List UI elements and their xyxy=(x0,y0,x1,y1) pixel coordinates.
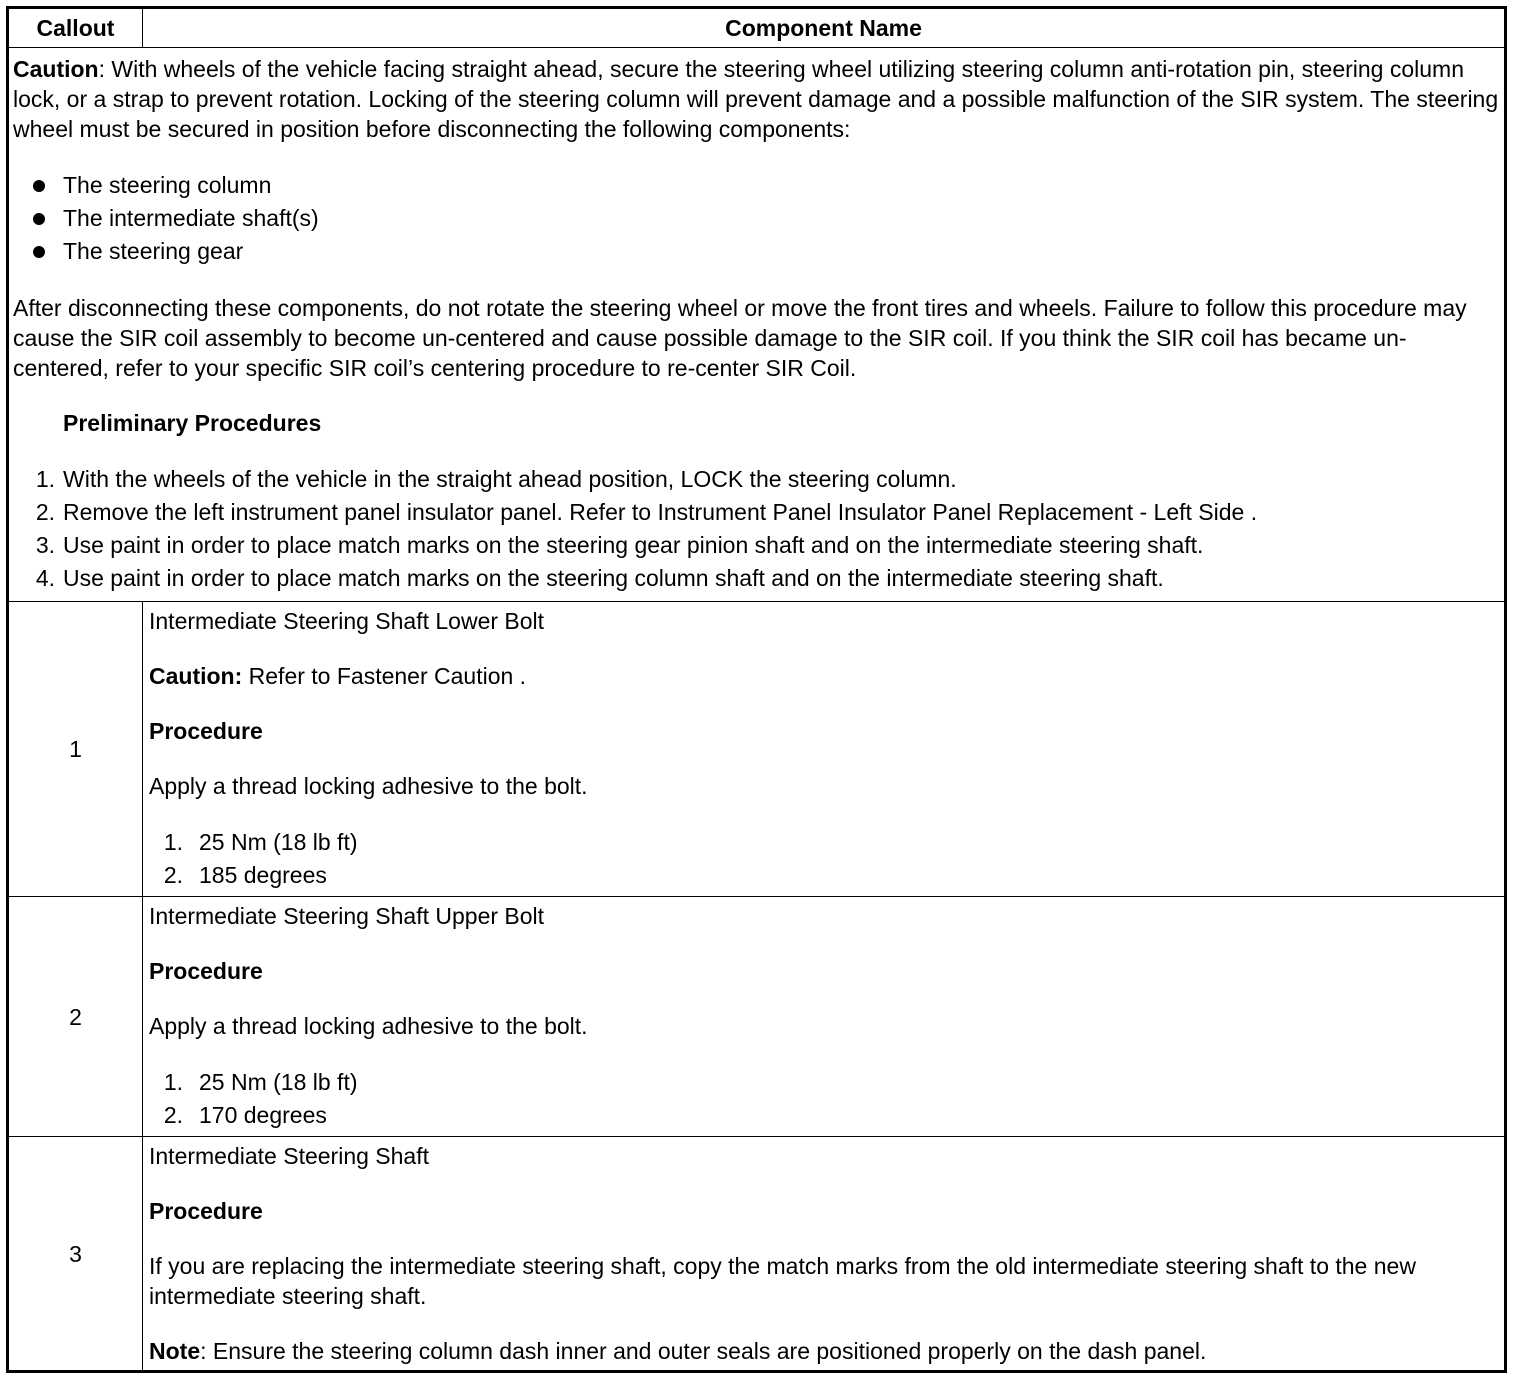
table-row xyxy=(8,602,1506,897)
intro-caution-text: : With wheels of the vehicle facing straight ahead, secure the steering wheel utilizing steering column anti-rotation pin, steering column lock, or a strap to prevent rotation. Locking of the steering column will prevent damage and a possible malfunction of the SIR system. The steering wheel must be secured in position before disconnecting the following components: xyxy=(13,56,1499,142)
intro-after-text: After disconnecting these components, do not rotate the steering wheel or move the front tires and wheels. Failure to follow this procedure may cause the SIR coil assembly to become un-centered and cause possible damage to the SIR coil. If you think the SIR coil has became un-centered, refer to your specific SIR coil’s centering procedure to re-center SIR Coil. xyxy=(13,295,1467,381)
procedure-label: Procedure xyxy=(149,718,263,744)
spec-item: 2. 170 degrees xyxy=(163,1102,327,1128)
procedure-text: If you are replacing the intermediate steering shaft, copy the match marks from the old intermediate steering shaft to the new intermediate steering shaft. xyxy=(149,1253,1416,1309)
component-cell xyxy=(143,602,1506,897)
component-note: Note: Ensure the steering column dash inner and outer seals are positioned properly on the dash panel. xyxy=(149,1338,1207,1364)
step-item: 4. Use paint in order to place match marks on the steering column shaft and on the intermediate steering shaft. xyxy=(35,565,1164,591)
spec-item: 1. 25 Nm (18 lb ft) xyxy=(163,829,358,855)
component-name: Intermediate Steering Shaft Upper Bolt xyxy=(149,903,545,929)
procedure-text: Apply a thread locking adhesive to the bolt. xyxy=(149,1013,588,1039)
procedure-label: Procedure xyxy=(149,1198,263,1224)
step-item: 2. Remove the left instrument panel insulator panel. Refer to Instrument Panel Insulator Panel Replacement - Left Side . xyxy=(35,499,1258,525)
preliminary-procedures-title: Preliminary Procedures xyxy=(63,410,322,436)
component-cell xyxy=(143,1137,1506,1372)
component-name: Intermediate Steering Shaft xyxy=(149,1143,429,1169)
caution-label: Caution: xyxy=(149,663,243,689)
callout-number: 1 xyxy=(8,602,143,897)
procedure-table xyxy=(6,6,1507,1373)
bullet-dot-icon xyxy=(33,213,45,225)
torque-spec-list xyxy=(149,826,1498,892)
component-bullet-list xyxy=(13,169,1500,268)
bullet-dot-icon xyxy=(33,246,45,258)
bullet-item: The steering gear xyxy=(13,235,1500,268)
spec-item: 2. 185 degrees xyxy=(163,862,327,888)
torque-spec-list xyxy=(149,1066,1498,1132)
bullet-item: The steering column xyxy=(13,169,1500,202)
table-row xyxy=(8,897,1506,1137)
intro-cell xyxy=(8,48,1506,602)
callout-number: 3 xyxy=(8,1137,143,1372)
intro-row xyxy=(8,48,1506,602)
step-item: 1. With the wheels of the vehicle in the straight ahead position, LOCK the steering column. xyxy=(35,466,957,492)
step-item: 3. Use paint in order to place match marks on the steering gear pinion shaft and on the intermediate steering shaft. xyxy=(35,532,1204,558)
table-row xyxy=(8,1137,1506,1372)
intro-caution-label: Caution xyxy=(13,56,99,82)
intro-caution xyxy=(13,54,1500,144)
procedure-label: Procedure xyxy=(149,958,263,984)
callout-number: 2 xyxy=(8,897,143,1137)
bullet-item: The intermediate shaft(s) xyxy=(13,202,1500,235)
preliminary-steps-list xyxy=(13,463,1500,595)
callout-column-header: Callout xyxy=(8,8,143,48)
component-name: Intermediate Steering Shaft Lower Bolt xyxy=(149,608,545,634)
procedure-text: Apply a thread locking adhesive to the bolt. xyxy=(149,773,588,799)
note-label: Note xyxy=(149,1338,201,1364)
component-caution: Caution: Refer to Fastener Caution . xyxy=(149,663,527,689)
bullet-dot-icon xyxy=(33,180,45,192)
header-row xyxy=(8,8,1506,48)
spec-item: 1. 25 Nm (18 lb ft) xyxy=(163,1069,358,1095)
component-column-header: Component Name xyxy=(143,8,1506,48)
component-cell xyxy=(143,897,1506,1137)
